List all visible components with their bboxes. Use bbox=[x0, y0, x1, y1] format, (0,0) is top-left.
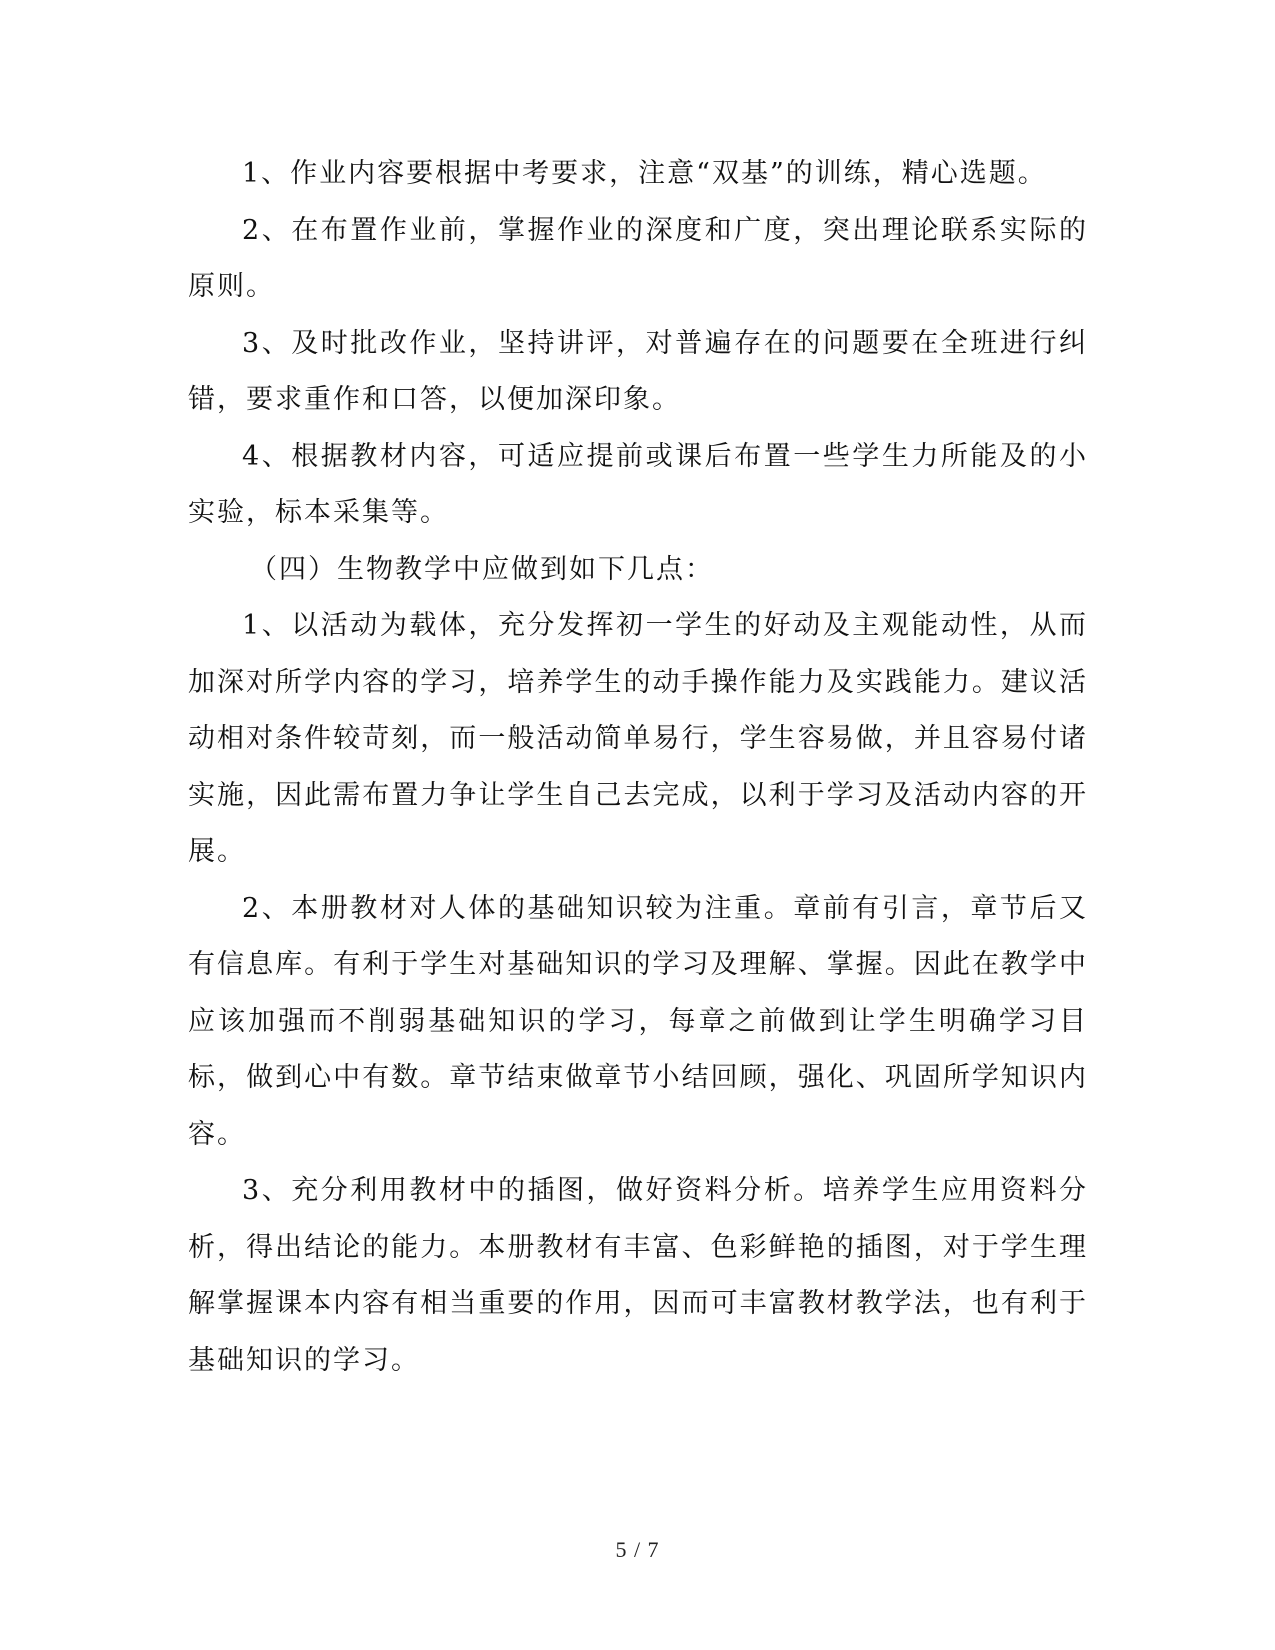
paragraph-illustrations: 3、充分利用教材中的插图，做好资料分析。培养学生应用资料分析，得出结论的能力。本册教材有丰富、色彩鲜艳的插图，对于学生理解掌握课本内容有相当重要的作用，因而可丰富教材教学法，也有利于基础知识的学习。 bbox=[188, 1175, 1088, 1376]
paragraph-homework-depth: 2、在布置作业前，掌握作业的深度和广度，突出理论联系实际的原则。 bbox=[188, 214, 1088, 302]
paragraph-homework-grading: 3、及时批改作业，坚持讲评，对普遍存在的问题要在全班进行纠错，要求重作和口答，以便加深印象。 bbox=[188, 327, 1088, 415]
paragraph-basic-knowledge: 2、本册教材对人体的基础知识较为注重。章前有引言，章节后又有信息库。有利于学生对基础知识的学习及理解、掌握。因此在教学中应该加强而不削弱基础知识的学习，每章之前做到让学生明确学习目标，做到心中有数。章节结束做章节小结回顾，强化、巩固所学知识内容。 bbox=[188, 892, 1088, 1150]
paragraph-activities: 1、以活动为载体，充分发挥初一学生的好动及主观能动性，从而加深对所学内容的学习，培养学生的动手操作能力及实践能力。建议活动相对条件较苛刻，而一般活动简单易行，学生容易做，并且容易付诸实施，因此需布置力争让学生自己去完成，以利于学习及活动内容的开展。 bbox=[188, 610, 1088, 867]
section-heading: （四）生物教学中应做到如下几点： bbox=[250, 553, 714, 585]
paragraph-small-experiments: 4、根据教材内容，可适应提前或课后布置一些学生力所能及的小实验，标本采集等。 bbox=[188, 440, 1088, 528]
paragraph-homework-content: 1、作业内容要根据中考要求，注意“双基”的训练，精心选题。 bbox=[242, 158, 1047, 189]
document-body bbox=[188, 146, 1088, 1389]
page-number: 5 / 7 bbox=[615, 1537, 660, 1562]
